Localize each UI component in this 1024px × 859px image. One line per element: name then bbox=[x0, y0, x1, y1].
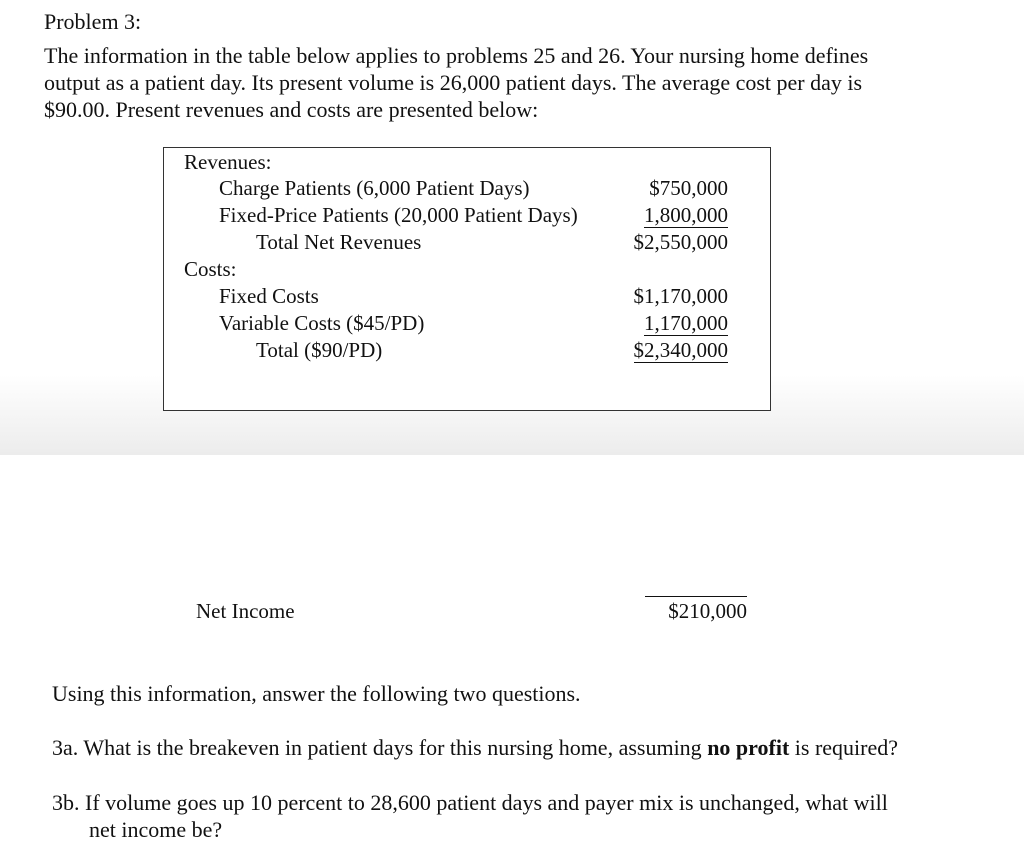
variable-costs-label: Variable Costs ($45/PD) bbox=[219, 311, 425, 335]
question-3a-text-1: 3a. What is the breakeven in patient days for this nursing home, assuming bbox=[52, 735, 708, 760]
costs-heading: Costs: bbox=[184, 257, 237, 281]
net-income-label: Net Income bbox=[196, 599, 295, 623]
fixed-costs-label: Fixed Costs bbox=[219, 284, 319, 308]
question-3a bbox=[52, 735, 898, 761]
question-3b-line-2: net income be? bbox=[89, 817, 223, 842]
charge-patients-value: $750,000 bbox=[649, 176, 728, 200]
question-3a-bold: no profit bbox=[707, 735, 790, 760]
problem-heading: Problem 3: bbox=[44, 9, 142, 34]
intro-line-3: $90.00. Present revenues and costs are presented below: bbox=[44, 97, 539, 122]
charge-patients-label: Charge Patients (6,000 Patient Days) bbox=[219, 176, 530, 200]
total-net-revenues-value: $2,550,000 bbox=[633, 230, 728, 254]
revenues-heading: Revenues: bbox=[184, 150, 272, 174]
fixed-price-patients-value: 1,800,000 bbox=[644, 203, 728, 227]
net-income-value: $210,000 bbox=[645, 596, 747, 623]
total-costs-label: Total ($90/PD) bbox=[256, 338, 383, 362]
question-3b-line-1: 3b. If volume goes up 10 percent to 28,600 patient days and payer mix is unchanged, what will bbox=[52, 790, 888, 815]
financial-table bbox=[163, 147, 771, 411]
fixed-price-patients-label: Fixed-Price Patients (20,000 Patient Days) bbox=[219, 203, 578, 227]
fixed-costs-value: $1,170,000 bbox=[633, 284, 728, 308]
intro-line-2: output as a patient day. Its present volume is 26,000 patient days. The average cost per day is bbox=[44, 70, 863, 95]
total-costs-value: $2,340,000 bbox=[633, 338, 728, 362]
total-net-revenues-label: Total Net Revenues bbox=[256, 230, 422, 254]
intro-line-1: The information in the table below applies to problems 25 and 26. Your nursing home defines bbox=[44, 43, 869, 68]
question-3a-text-2: is required? bbox=[789, 735, 899, 760]
variable-costs-value: 1,170,000 bbox=[644, 311, 728, 335]
questions-lead: Using this information, answer the following two questions. bbox=[52, 681, 581, 706]
